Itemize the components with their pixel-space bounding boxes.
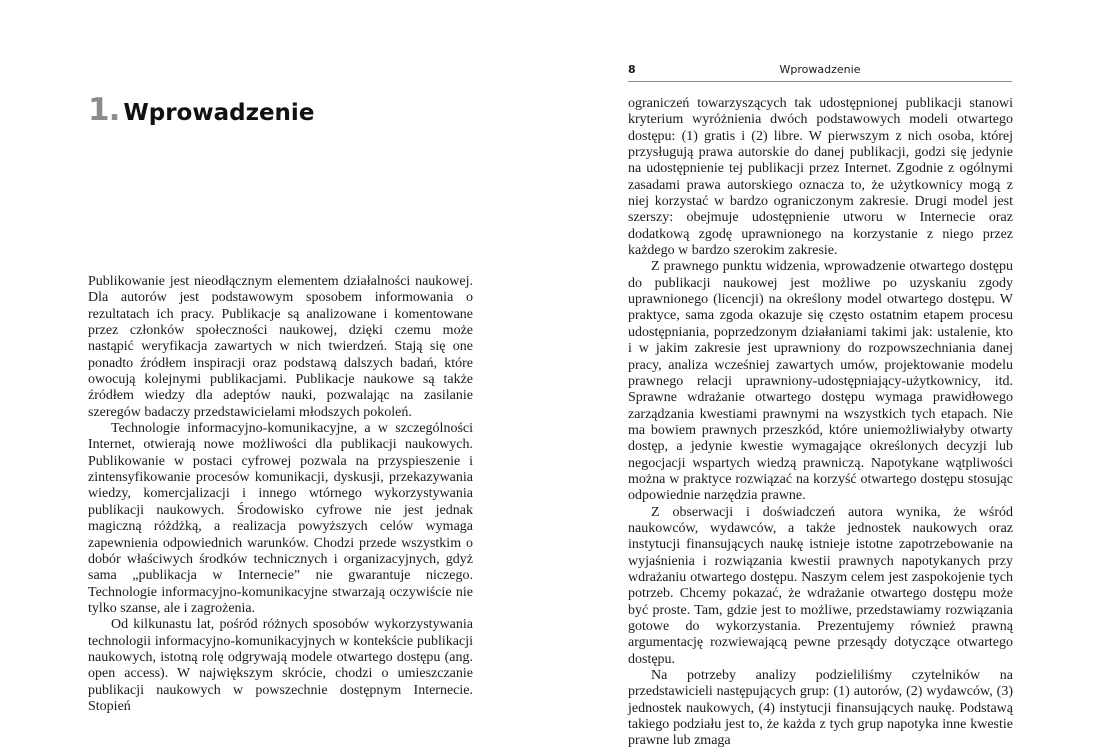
paragraph: Na potrzeby analizy podzieliliśmy czytelników na przedstawicieli następujących grup: (1) autorów, (2) wydawców, (3) jednostek naukowych, (4) instytucji finansujących naukę. Podstawą takiego podziału jest to, że każda z tych grup napotyka inne kwestie prawne lub zmaga <box>628 668 1013 749</box>
paragraph: ograniczeń towarzyszących tak udostępnionej publikacji stanowi kryterium wyróżnienia dwóch podstawowych modeli otwartego dostępu: (1) gratis i (2) libre. W pierwszym z nich osoba, której przysługują prawa autorskie do danej publikacji, godzi się jedynie na udostępnienie tej publikacji przez Internet. Zgodnie z ogólnymi zasadami prawa autorskiego oznacza to, że użytkownicy mogą z niej korzystać w bardzo ograniczonym zakresie. Drugi model jest szerszy: obejmuje udostępnienie utworu w Internecie oraz dodatkową zgodę uprawnionego na korzystanie z niego przez każdego w bardzo szerokim zakresie. <box>628 96 1013 259</box>
page-number: 8 <box>628 63 636 76</box>
paragraph: Z prawnego punktu widzenia, wprowadzenie otwartego dostępu do publikacji naukowej jest możliwe po uzyskaniu zgody uprawnionego (licencji) na określony model otwartego dostępu. W praktyce, sama zgoda okazuje się często ostatnim etapem procesu udostępniania, poprzedzonym działaniami takimi jak: ustalenie, kto i w jakim zakresie jest uprawniony do rozpowszechniania danej pracy, analiza wcześniej zawartych umów, projektowanie modelu prawnego relacji uprawniony-udostępniający-użytkownicy, itd. Sprawne wdrażanie otwartego dostępu wymaga prawidłowego zarządzania kwestiami prawnymi na wszystkich tych etapach. Nie ma bowiem prawnych przeszkód, które uniemożliwiałyby otwarty dostęp, a jedynie kwestie wymagające określonych decyzji lub negocjacji wspartych wiedzą prawniczą. Napotykane wątpliwości można w praktyce rozwiązać na korzyść otwartego dostępu stosując odpowiednie narzędzia prawne. <box>628 259 1013 504</box>
running-header <box>628 61 1012 82</box>
chapter-number: 1. <box>88 92 120 128</box>
right-page <box>550 0 1100 756</box>
paragraph: Technologie informacyjno-komunikacyjne, a w szczególności Internet, otwierają nowe możliwości dla publikacji naukowych. Publikowanie w postaci cyfrowej pozwala na przyspieszenie i zintensyfikowanie procesów komunikacji, dyskusji, przekazywania wiedzy, komercjalizacji i innego wtórnego wykorzystywania publikacji naukowych. Środowisko cyfrowe nie jest jednak magiczną różdżką, a realizacja powyższych celów wymaga zapewnienia odpowiednich warunków. Chodzi przede wszystkim o dobór właściwych środków technicznych i organizacyjnych, gdyż sama „publikacja w Internecie” nie gwarantuje niczego. Technologie informacyjno-komunikacyjne stwarzają oczywiście nie tylko szanse, ale i zagrożenia. <box>88 421 473 616</box>
chapter-title: Wprowadzenie <box>123 100 315 126</box>
running-head-title: Wprowadzenie <box>779 63 861 76</box>
paragraph: Od kilkunastu lat, pośród różnych sposobów wykorzystywania technologii informacyjno-komunikacyjnych w kontekście publikacji naukowych, istotną rolę odgrywają modele otwartego dostępu (ang. open access). W największym skrócie, chodzi o umieszczanie publikacji naukowych w powszechnie dostępnym Internecie. Stopień <box>88 617 473 714</box>
paragraph: Publikowanie jest nieodłącznym elementem działalności naukowej. Dla autorów jest podstawowym sposobem informowania o rezultatach ich pracy. Publikacje są analizowane i komentowane przez członków społeczności naukowej, dzięki czemu może nastąpić weryfikacja zawartych w nich twierdzeń. Stają się one ponadto źródłem inspiracji oraz podstawą dalszych badań, które owocują kolejnymi publikacjami. Publikacje naukowe są także źródłem wiedzy dla adeptów nauki, pozwalając na zasilanie szeregów badaczy przedstawicielami młodszych pokoleń. <box>88 274 473 420</box>
paragraph: Z obserwacji i doświadczeń autora wynika, że wśród naukowców, wydawców, a także jednostek naukowych oraz instytucji finansujących naukę istnieje istotne zapotrzebowanie na wyjaśnienia i rozwiązania kwestii prawnych napotykanych przy wdrażaniu otwartego dostępu. Naszym celem jest zaspokojenie tych potrzeb. Chcemy pokazać, że wdrażanie otwartego dostępu może być proste. Tam, gdzie jest to możliwe, przedstawiamy rozwiązania gotowe do wykorzystania. Prezentujemy również prawną argumentację rozwiewającą pewne przesądy dotyczące otwartego dostępu. <box>628 504 1013 667</box>
right-body-text <box>628 96 1013 750</box>
chapter-heading <box>88 92 314 131</box>
left-body-text <box>88 274 473 715</box>
